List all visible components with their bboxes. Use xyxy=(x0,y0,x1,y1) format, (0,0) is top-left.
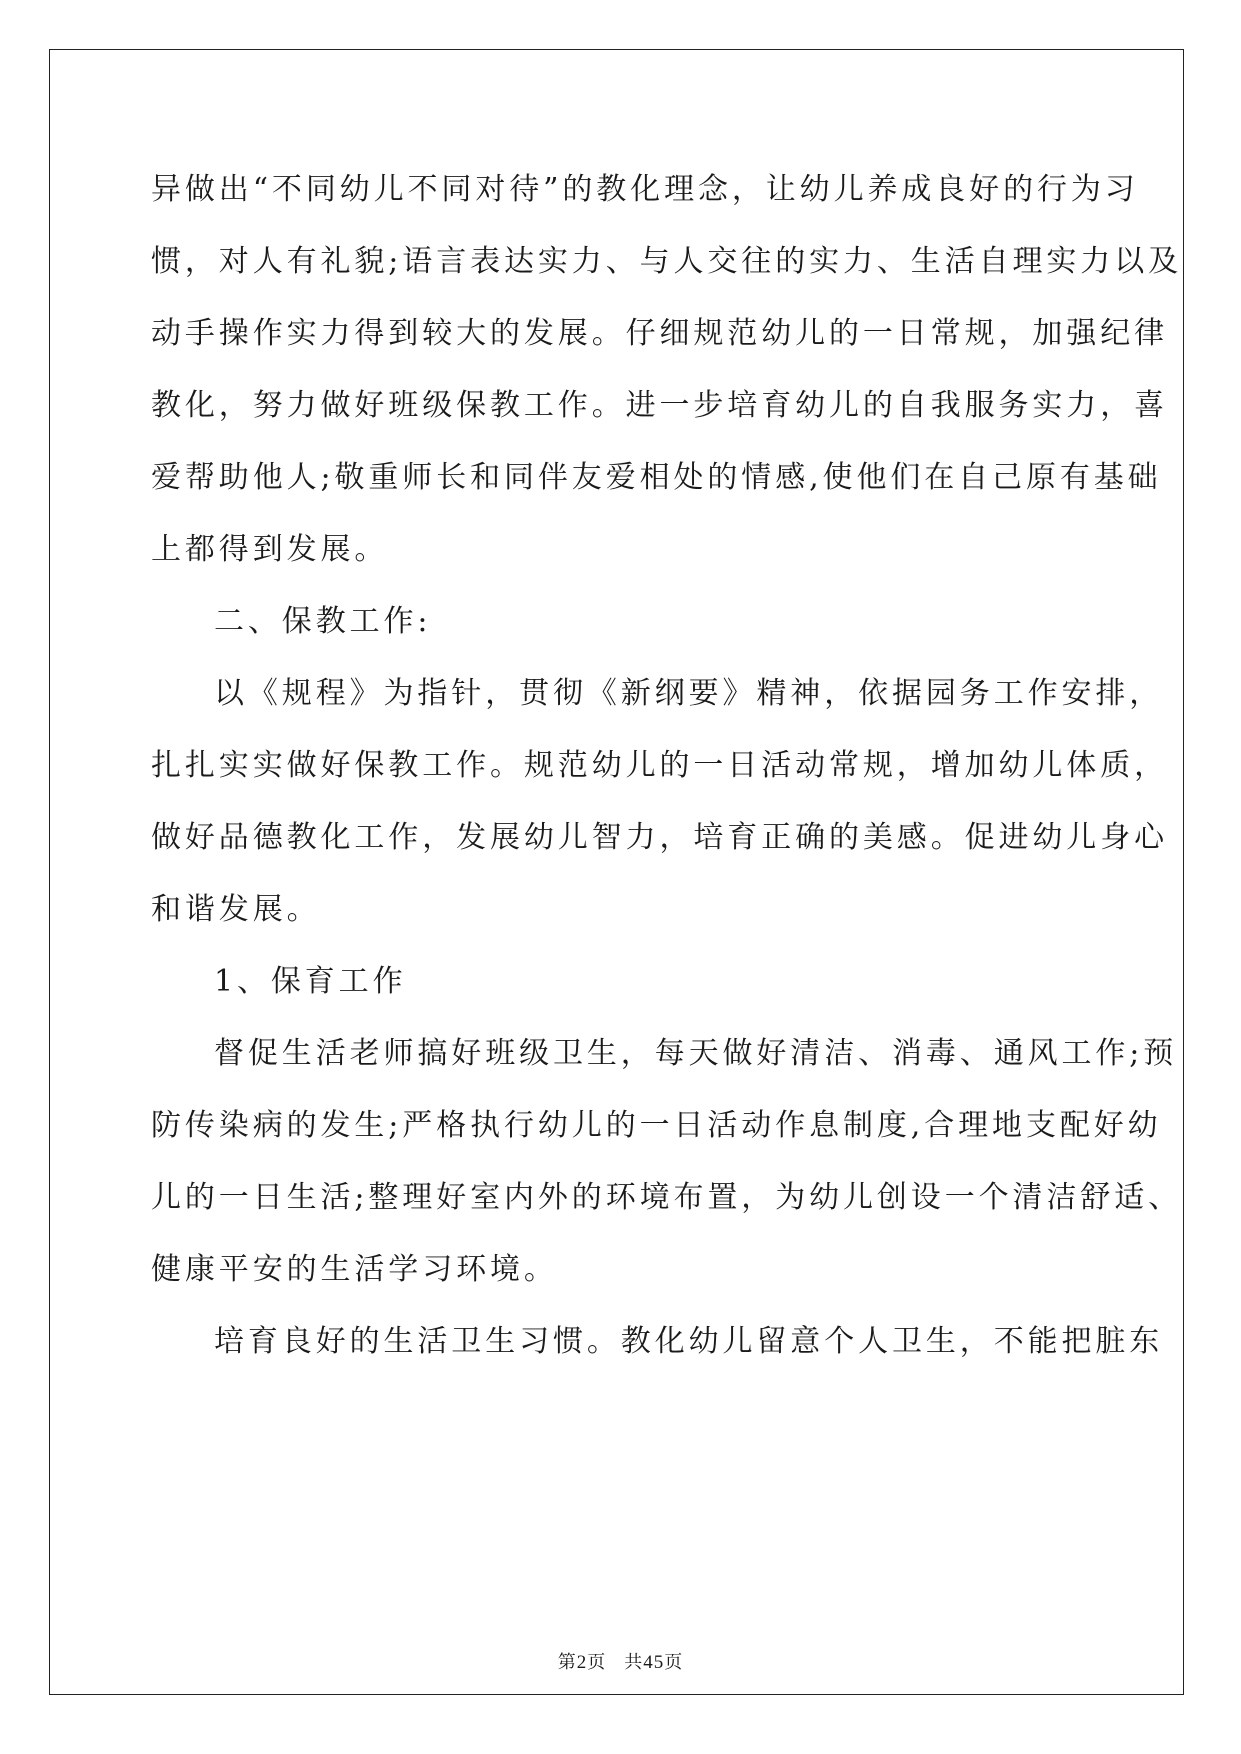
text-line: 健康平安的生活学习环境。 xyxy=(151,1252,558,1287)
text-line: 动手操作实力得到较大的发展。仔细规范幼儿的一日常规，加强纪律 xyxy=(151,316,1168,351)
text-line: 培育良好的生活卫生习惯。教化幼儿留意个人卫生，不能把脏东 xyxy=(214,1324,1164,1359)
current-page-number: 2 xyxy=(576,1652,588,1673)
page-footer xyxy=(0,1651,1241,1675)
section-heading: 二、保教工作: xyxy=(214,604,432,639)
page-prefix: 第 xyxy=(557,1652,577,1673)
text-line: 教化，努力做好班级保教工作。进一步培育幼儿的自我服务实力，喜 xyxy=(151,388,1168,423)
total-suffix: 页 xyxy=(664,1652,684,1673)
text-line: 以《规程》为指针，贯彻《新纲要》精神，依据园务工作安排， xyxy=(214,676,1164,711)
text-line: 做好品德教化工作，发展幼儿智力，培育正确的美感。促进幼儿身心 xyxy=(151,820,1168,855)
text-line: 和谐发展。 xyxy=(151,892,321,927)
text-line: 惯，对人有礼貌;语言表达实力、与人交往的实力、生活自理实力以及 xyxy=(151,244,1183,279)
text-line: 儿的一日生活;整理好室内外的环境布置，为幼儿创设一个清洁舒适、 xyxy=(151,1180,1183,1215)
text-line: 防传染病的发生;严格执行幼儿的一日活动作息制度,合理地支配好幼 xyxy=(151,1108,1162,1143)
subsection-heading: 1、保育工作 xyxy=(214,964,407,999)
page-suffix: 页 xyxy=(587,1652,607,1673)
total-page-count: 45 xyxy=(643,1652,665,1673)
total-prefix: 共 xyxy=(624,1652,644,1673)
text-line: 爱帮助他人;敬重师长和同伴友爱相处的情感,使他们在自己原有基础 xyxy=(151,460,1162,495)
text-line: 扎扎实实做好保教工作。规范幼儿的一日活动常规，增加幼儿体质， xyxy=(151,748,1168,783)
text-line: 异做出“不同幼儿不同对待”的教化理念，让幼儿养成良好的行为习 xyxy=(151,172,1139,207)
page-border xyxy=(49,49,1184,1695)
text-line: 督促生活老师搞好班级卫生，每天做好清洁、消毒、通风工作;预 xyxy=(214,1036,1178,1071)
text-line: 上都得到发展。 xyxy=(151,532,389,567)
